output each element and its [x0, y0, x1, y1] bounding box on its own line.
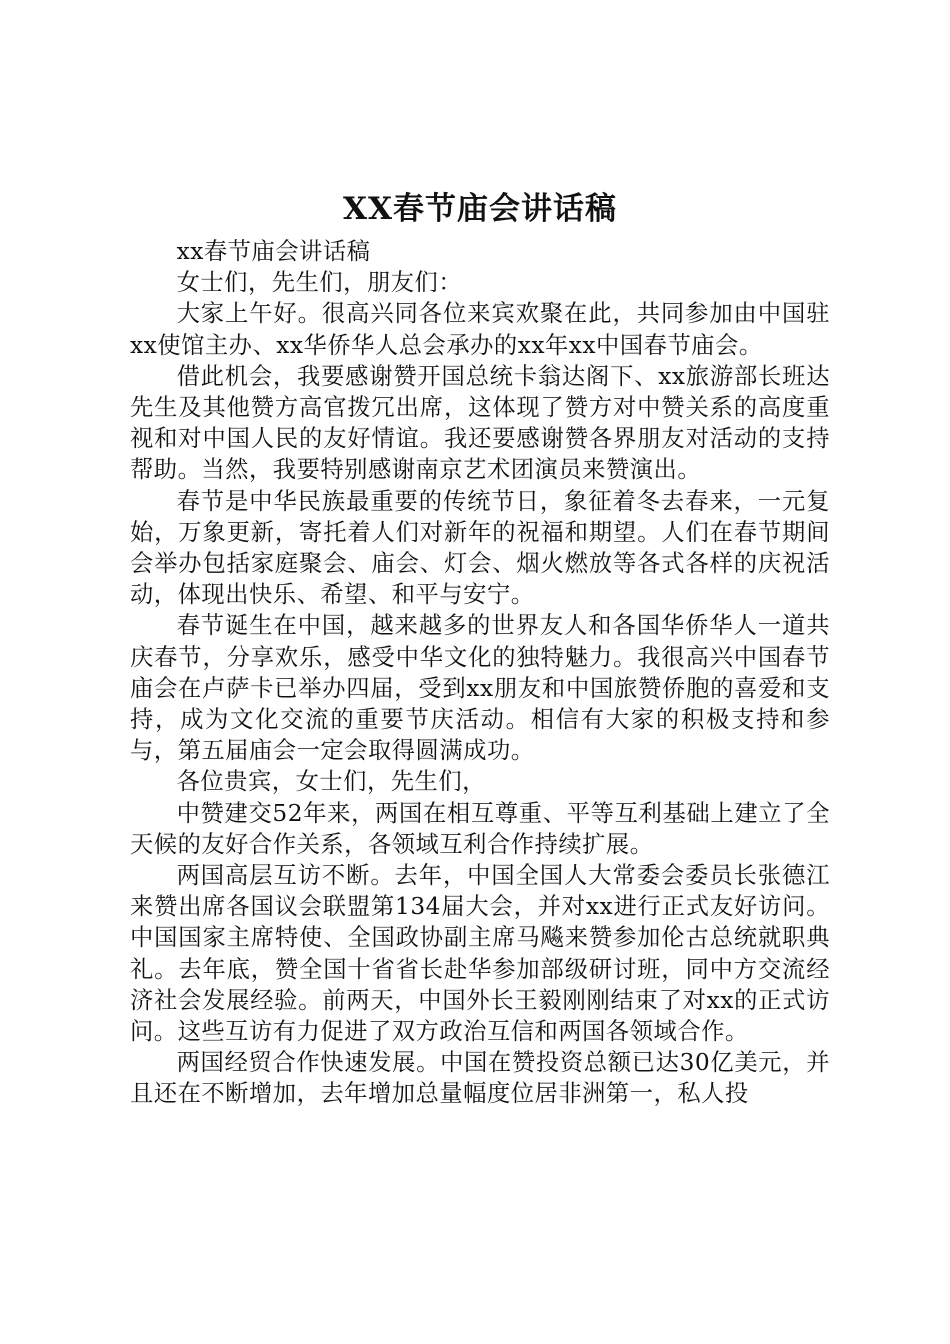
paragraph-thanks: 借此机会，我要感谢赞开国总统卡翁达阁下、xx旅游部长班达先生及其他赞方高官拨冗出席，这体现了赞方对中赞关系的高度重视和对中国人民的友好情谊。我还要感谢赞各界朋友对活动的支持帮助。当然，我要特别感谢南京艺术团演员来赞演出。: [130, 362, 830, 484]
paragraph-spring-festival: 春节是中华民族最重要的传统节日，象征着冬去春来，一元复始，万象更新，寄托着人们对新年的祝福和期望。人们在春节期间会举办包括家庭聚会、庙会、灯会、烟火燃放等各式各样的庆祝活动，体现出快乐、希望、和平与安宁。: [130, 487, 830, 609]
paragraph-subtitle: xx春节庙会讲话稿: [176, 238, 371, 265]
paragraph-address-guests: 各位贵宾，女士们，先生们，: [176, 768, 486, 796]
paragraph-temple-fair: 春节诞生在中国，越来越多的世界友人和各国华侨华人一道共庆春节，分享欢乐，感受中华文化的独特魅力。我很高兴中国春节庙会在卢萨卡已举办四届，受到xx朋友和中国旅赞侨胞的喜爱和支持，成为文化交流的重要节庆活动。相信有大家的积极支持和参与，第五届庙会一定会取得圆满成功。: [130, 612, 830, 765]
paragraph-high-level-visits: 两国高层互访不断。去年，中国全国人大常委会委员长张德江来赞出席各国议会联盟第134届大会，并对xx进行正式友好访问。中国国家主席特使、全国政协副主席马飚来赞参加伦古总统就职典礼。去年底，赞全国十省省长赴华参加部级研讨班，同中方交流经济社会发展经验。前两天，中国外长王毅刚刚结束了对xx的正式访问。这些互访有力促进了双方政治互信和两国各领域合作。: [130, 862, 830, 1046]
document-page: [130, 186, 830, 1110]
paragraph-greeting: 大家上午好。很高兴同各位来宾欢聚在此，共同参加由中国驻xx使馆主办、xx华侨华人总会承办的xx年xx中国春节庙会。: [130, 300, 830, 359]
paragraph-relations: 中赞建交52年来，两国在相互尊重、平等互利基础上建立了全天候的友好合作关系，各领域互利合作持续扩展。: [130, 799, 830, 858]
paragraph-economic-cooperation: 两国经贸合作快速发展。中国在赞投资总额已达30亿美元，并且还在不断增加，去年增加总量幅度位居非洲第一，私人投: [130, 1049, 830, 1108]
paragraph-salutation: 女士们，先生们，朋友们：: [176, 269, 463, 297]
document-title: XX春节庙会讲话稿: [342, 191, 618, 227]
